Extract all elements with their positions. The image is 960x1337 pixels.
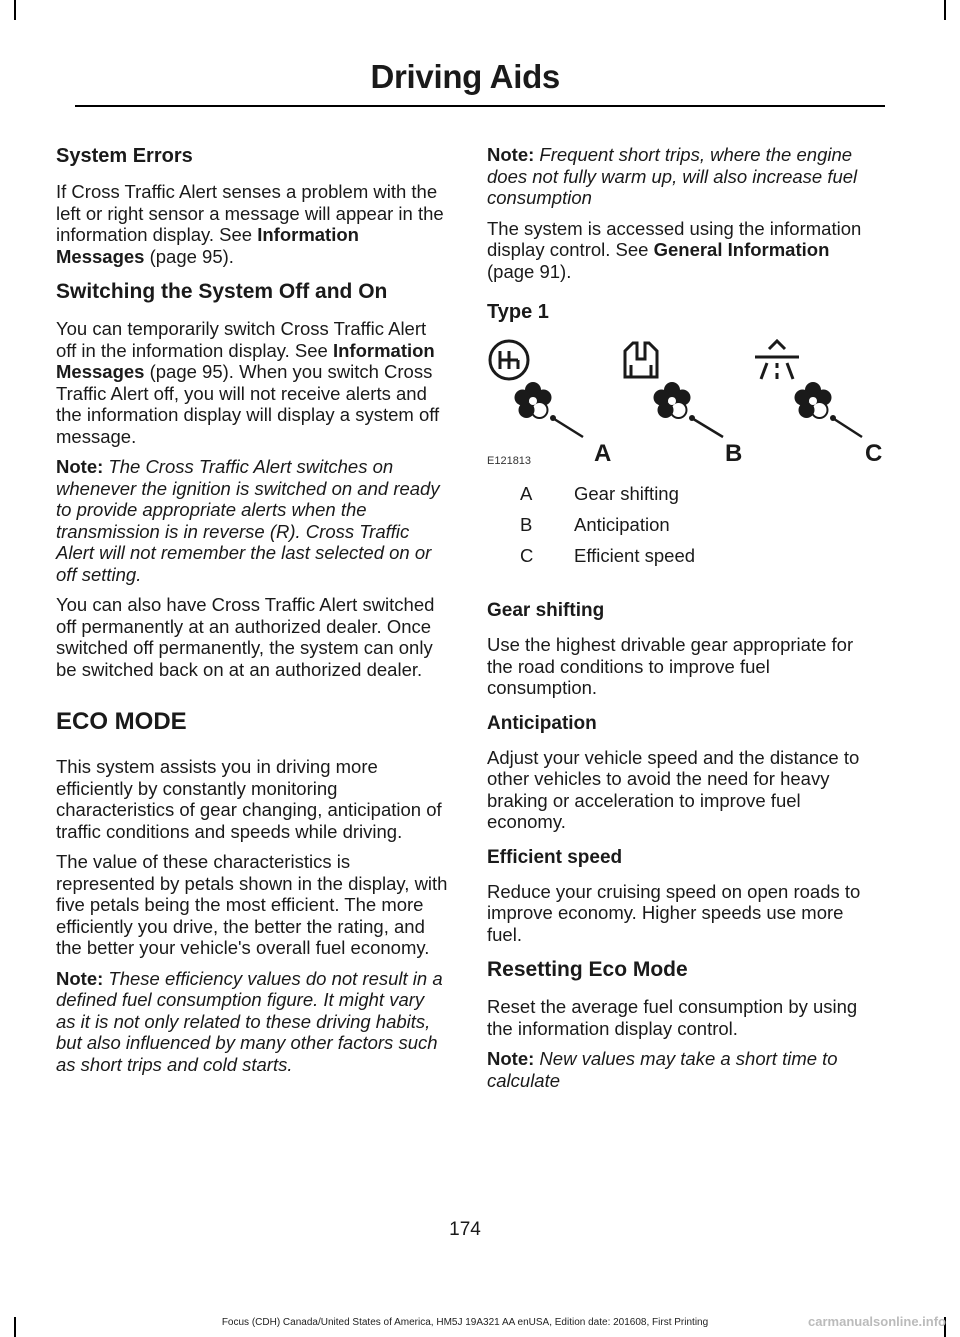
eco-flower-icon [795, 382, 832, 418]
legend-row [487, 483, 879, 514]
figure-label-b: B [725, 440, 743, 467]
legend-value: Anticipation [574, 514, 670, 535]
efficient-speed-heading: Efficient speed [487, 846, 623, 868]
gear-shifting-heading: Gear shifting [487, 600, 605, 621]
legend-row [487, 545, 879, 576]
system-errors-text: If Cross Traffic Alert senses a problem with the left or right sensor a message will appear in the information display. See [56, 181, 444, 245]
figure-label-a: A [594, 440, 612, 467]
legend-key: B [520, 514, 533, 535]
switching-text: You can temporarily switch Cross Traffic Alert off in the information display. See [56, 318, 427, 361]
access-paragraph [487, 218, 879, 283]
eco-petals-paragraph: The value of these characteristics is represented by petals shown in the display, with five petals being the most efficient. The more efficiently you drive, the better the rating, and the better your vehicle's overall fuel economy. [56, 851, 448, 958]
note-text: The Cross Traffic Alert switches on whenever the ignition is switched on and ready to provide appropriate alerts when the transmission is in reverse (R). Cross Traffic Alert will not remember the last selected on or off setting. [56, 456, 440, 585]
legend-value: Efficient speed [574, 545, 696, 566]
note-text: New values may take a short time to calculate [487, 1048, 838, 1091]
note-paragraph [487, 1048, 879, 1091]
callout-dot [830, 415, 836, 421]
eco-intro-paragraph: This system assists you in driving more efficiently by constantly monitoring characteristics of gear changing, anticipation of traffic conditions and speeds while driving. [56, 756, 442, 842]
note-label: Note: [487, 1048, 535, 1069]
type-1-heading: Type 1 [487, 301, 549, 323]
callout-line [551, 417, 583, 437]
general-information-link[interactable]: General Information [653, 239, 830, 260]
callout-line [690, 417, 723, 437]
system-errors-paragraph [56, 181, 448, 267]
note-text: These efficiency values do not result in a defined fuel consumption figure. It might vary as it is not only related to these driving habits, but also influenced by many other factors such as short trips and cold starts. [56, 967, 443, 1075]
resetting-paragraph: Reset the average fuel consumption by using the information display control. [487, 996, 858, 1039]
page-number: 174 [449, 1219, 481, 1240]
efficient-speed-paragraph: Reduce your cruising speed on open roads to improve economy. Higher speeds use more fuel. [487, 880, 861, 945]
header-divider [75, 105, 885, 107]
callout-line [831, 417, 862, 437]
right-column [487, 144, 883, 1100]
system-errors-heading: System Errors [56, 145, 193, 167]
eco-mode-heading: ECO MODE [56, 708, 187, 735]
switching-heading: Switching the System Off and On [56, 280, 388, 303]
legend-key: C [520, 545, 534, 566]
anticipation-paragraph: Adjust your vehicle speed and the distance to other vehicles to avoid the need for heavy braking or acceleration to improve fuel economy. [487, 746, 860, 832]
watermark: carmanualsonline.info [808, 1314, 946, 1329]
eco-mode-illustration [487, 337, 883, 467]
access-text: The system is accessed using the information display control. See [487, 217, 862, 260]
binoculars-icon [625, 343, 657, 377]
switching-rest: (page 95). When you switch Cross Traffic Alert off, you will not receive alerts and the information display will display a system off message. [56, 361, 440, 447]
information-messages-link[interactable]: Information Messages [56, 224, 359, 267]
information-messages-link[interactable]: Information Messages [56, 339, 435, 382]
eco-flower-icon [654, 382, 691, 418]
road-icon [755, 341, 799, 379]
note-paragraph [56, 968, 448, 1076]
legend-value: Gear shifting [574, 483, 679, 504]
page-reference: (page 95). [144, 245, 234, 267]
note-label: Note: [56, 456, 104, 477]
note-paragraph [487, 144, 879, 209]
eco-flower-icon [515, 382, 552, 418]
gear-shift-icon [490, 341, 528, 379]
legend-key: A [520, 483, 533, 504]
gear-shifting-paragraph: Use the highest drivable gear appropriate for the road conditions to improve fuel consumption. [487, 634, 854, 698]
resetting-eco-mode-heading: Resetting Eco Mode [487, 958, 688, 981]
eco-mode-figure [487, 337, 883, 467]
permanent-off-paragraph: You can also have Cross Traffic Alert switched off permanently at an authorized dealer. Once switched off permanently, the system can only be switched back on at an authorized dealer. [56, 594, 435, 680]
figure-label-c: C [865, 440, 883, 467]
page-reference: (page 91). [487, 260, 572, 282]
callout-dot [550, 415, 556, 421]
figure-id: E121813 [487, 455, 532, 467]
note-text: Frequent short trips, where the engine does not fully warm up, will also increase fuel consumption [487, 144, 858, 208]
crop-mark [944, 0, 946, 20]
anticipation-heading: Anticipation [487, 712, 597, 734]
page-title: Driving Aids [370, 58, 560, 95]
callout-dot [689, 415, 695, 421]
switching-paragraph [56, 318, 448, 447]
note-label: Note: [487, 144, 535, 165]
left-column [56, 144, 448, 1084]
note-paragraph [56, 456, 448, 585]
note-label: Note: [56, 967, 104, 989]
figure-legend [487, 483, 879, 576]
edition-footer: Focus (CDH) Canada/United States of America, HM5J 19A321 AA enUSA, Edition date: 201608, First Printing [221, 1317, 709, 1328]
crop-mark [14, 0, 16, 20]
legend-row [487, 514, 879, 545]
